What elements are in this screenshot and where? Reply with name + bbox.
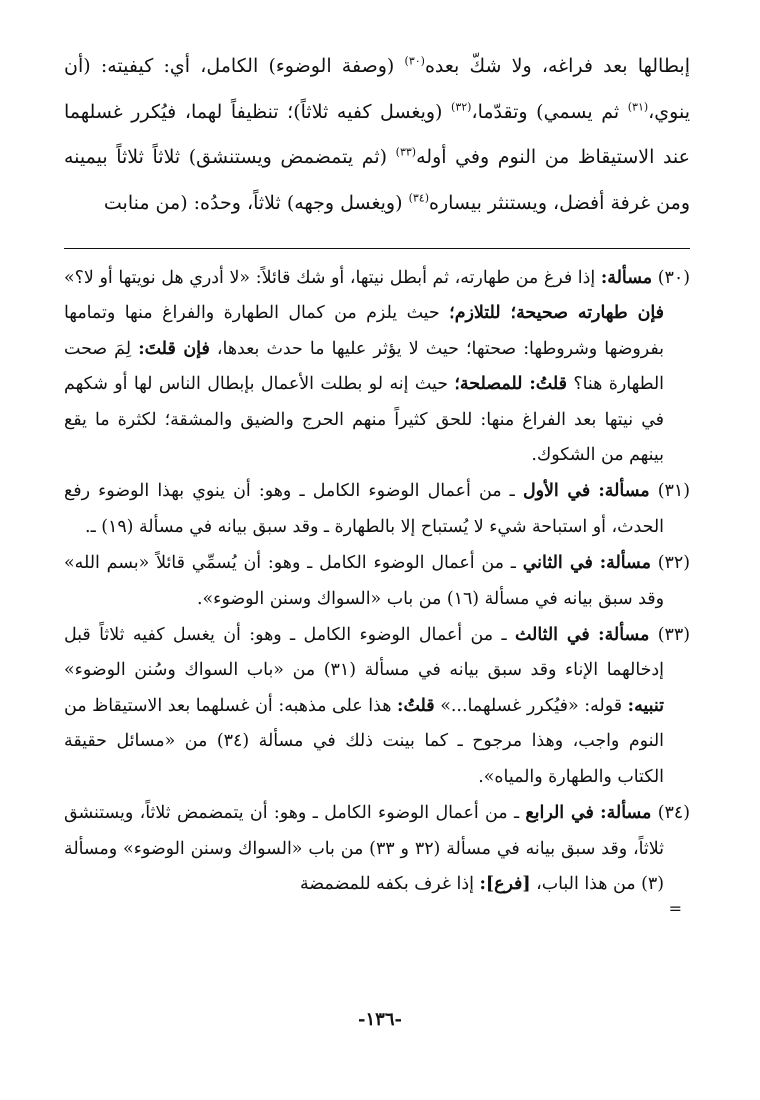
footnote-text bbox=[590, 625, 598, 645]
footnote-text: ـ من أعمال الوضوء الكامل ـ وهو: أن يُسمِّي قائلاً «بسم الله» وقد سبق بيانه في مسألة (١٦) من باب «السواك وسنن الوضوء». bbox=[64, 553, 664, 609]
footnote-text: حيث يلزم من كمال الطهارة والفراغ منها وتمامها بفروضها وشروطها: صحتها؛ حيث لا يؤثر عليها ما حدث بعدها، bbox=[64, 303, 665, 359]
footnote-text: حيث إنه لو بطلت الأعمال بإبطال الناس لها أو شكهم في نيتها بعد الفراغ منها: للحق كثيراً منهم الحرج والضيق والمشقة؛ لكثرة ما يقع بينهم من الشكوك. bbox=[64, 374, 664, 466]
footnote-text: إذا فرغ من طهارته، ثم أبطل نيتها، أو شك قائلاً: «لا أدري هل نويتها أو لا؟» bbox=[64, 268, 601, 288]
footnote-bold-term: مسألة: bbox=[598, 481, 650, 502]
main-text-segment: إبطالها بعد فراغه، ولا شكّ بعده bbox=[424, 55, 691, 77]
footnote-ref: (٣٣) bbox=[395, 145, 417, 159]
footnote-text: (٣٣) bbox=[649, 625, 690, 646]
footnotes bbox=[64, 261, 690, 902]
footnote-bold-term: مسألة: bbox=[600, 803, 652, 824]
footnote-separator bbox=[64, 248, 690, 249]
footnote-ref: (٣٤) bbox=[408, 191, 429, 205]
main-text-segment: (ويغسل كفيه ثلاثاً)؛ تنظيفاً لهما، فيُكرر غسلهما عند الاستيقاظ من النوم وفي أوله bbox=[64, 100, 691, 168]
footnote-text: إذا غرف بكفه للمضمضة bbox=[299, 873, 480, 894]
footnote-bold-term: قلتُ: bbox=[397, 695, 435, 716]
continuation-mark: = bbox=[668, 899, 682, 919]
main-text-segment: (وصفة الوضوء) الكامل، أي: كيفيته: (أن ينوي، bbox=[64, 55, 691, 123]
footnote-bold-term: في الثاني bbox=[522, 553, 593, 574]
footnote-text: ـ من أعمال الوضوء الكامل ـ وهو: أن ينوي بهذا الوضوء رفع الحدث، أو استباحة شيء لا يُستباح إلا بالطهارة ـ وقد سبق بيانه في مسألة (١٩) ـ. bbox=[64, 481, 664, 537]
footnote-text: ـ من أعمال الوضوء الكامل ـ وهو: أن يغسل كفيه ثلاثاً قبل إدخالهما الإناء وقد سبق بيانه في مسألة (٣١) من «باب السواك وسُنن الوضوء» bbox=[64, 625, 664, 681]
footnote bbox=[64, 618, 690, 795]
footnote-text: (٣١) bbox=[649, 481, 690, 502]
footnote-bold-term: مسألة: bbox=[599, 553, 651, 574]
footnote-bold-term: تنبيه: bbox=[627, 695, 664, 716]
footnote-text: هذا على مذهبه: أن غسلهما بعد الاستيقاظ من النوم واجب، وهذا مرجوح ـ كما بينت ذلك في مسألة (٣٤) من «مسائل حقيقة الكتاب والطهارة والمياه». bbox=[64, 695, 664, 787]
footnote-bold-term: مسألة: bbox=[600, 268, 653, 288]
main-text-segment: (ويغسل وجهه) ثلاثاً، وحدُه: (من منابت bbox=[103, 191, 409, 214]
footnote bbox=[64, 474, 690, 545]
footnote-bold-term: قلتُ: للمصلحة؛ bbox=[454, 374, 567, 395]
footnote-ref: (٣٠) bbox=[404, 54, 425, 68]
footnote-ref: (٣١) bbox=[627, 100, 649, 114]
page-number: -١٣٦- bbox=[358, 1009, 402, 1030]
footnote bbox=[64, 261, 690, 473]
footnote-text bbox=[593, 553, 600, 573]
footnote-ref: (٣٢) bbox=[451, 100, 472, 114]
footnote bbox=[64, 796, 690, 902]
footnote-bold-term: في الثالث bbox=[514, 625, 590, 646]
footnote-text: (٣٠) bbox=[652, 268, 690, 288]
footnote-text: (٣٤) bbox=[651, 803, 690, 824]
footnote-bold-term: فإن طهارته صحيحة؛ للتلازم؛ bbox=[449, 303, 664, 324]
footnote-text: قوله: «فيُكرر غسلهما...» bbox=[434, 695, 628, 716]
footnote-bold-term: في الرابع bbox=[525, 803, 594, 824]
main-text-segment: (ثم يتمضمض ويستنشق) ثلاثاً ثلاثاً بيمينه ومن غرفة أفضل، ويستنثر بيساره bbox=[64, 146, 690, 214]
footnote-bold-term: فإن قلتَ: bbox=[138, 338, 210, 359]
footnote-text: لِمَ صحت الطهارة هنا؟ bbox=[64, 338, 664, 395]
main-text bbox=[64, 44, 690, 226]
footnote-bold-term: مسألة: bbox=[598, 625, 650, 646]
footnote-text: (٣٢) bbox=[650, 553, 690, 574]
footnote bbox=[64, 546, 690, 617]
main-text-segment: ثم يسمي) وتقدّما، bbox=[471, 100, 628, 123]
footnote-text: ـ من أعمال الوضوء الكامل ـ وهو: أن يتمضمض ثلاثاً، ويستنشق ثلاثاً، وقد سبق بيانه في مسألة (٣٢ و ٣٣) من باب «السواك وسنن الوضوء» ومسألة (٣) من هذا الباب، bbox=[64, 803, 664, 894]
footnote-bold-term: في الأول bbox=[522, 481, 591, 502]
footnote-bold-term: [فرع]: bbox=[479, 873, 531, 894]
